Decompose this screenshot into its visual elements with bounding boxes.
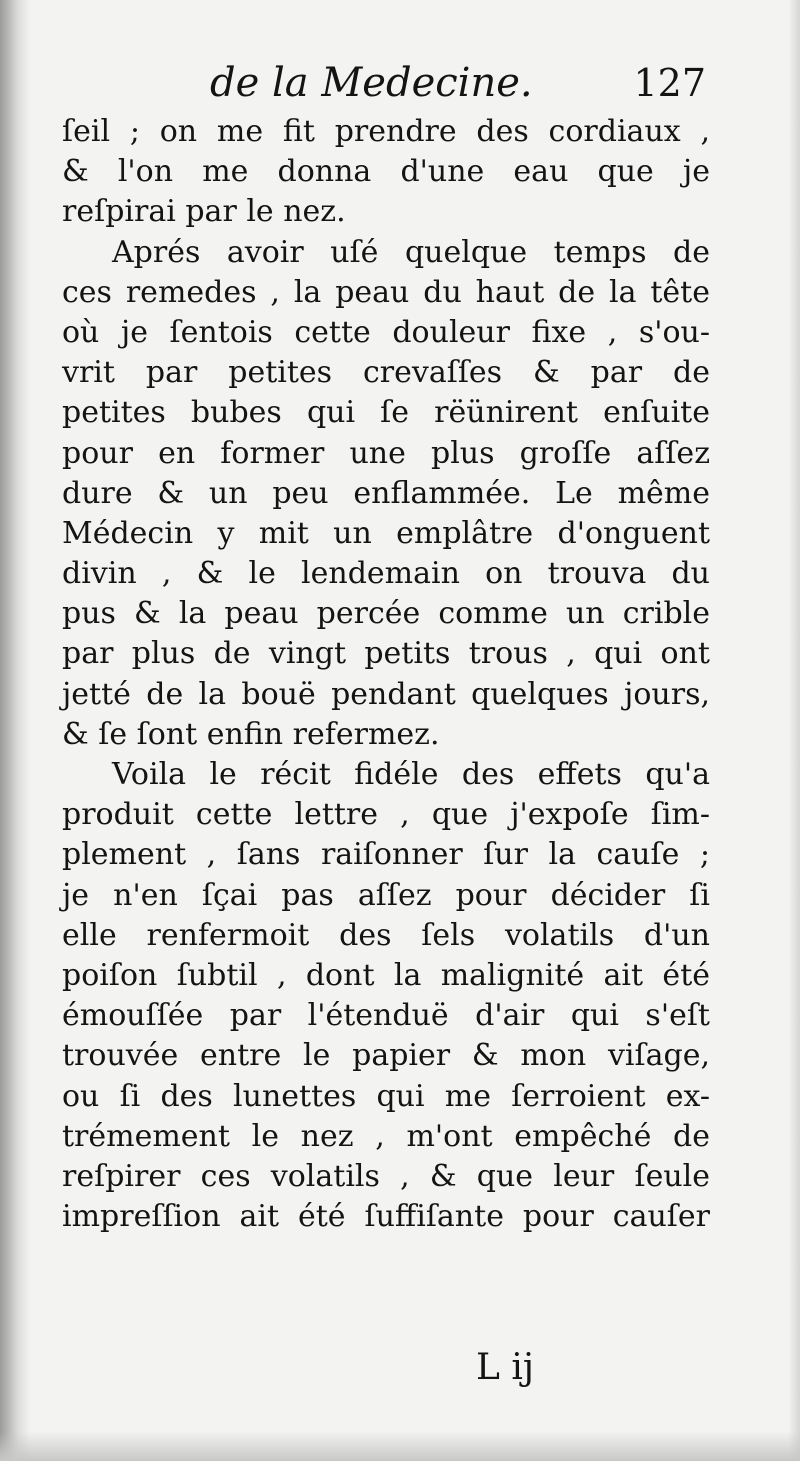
page-header: [62, 54, 712, 112]
text-line: Voila le récit fidéle des effets qu'a: [112, 757, 710, 792]
text-line: pus & la peau percée comme un crible: [62, 596, 710, 632]
text-line: elle renfermoit des ſels volatils d'un: [62, 917, 710, 953]
text-line: émouſſée par l'étenduë d'air qui s'eſt: [62, 998, 710, 1034]
text-line: & l'on me donna d'une eau que je: [62, 154, 710, 190]
text-line: où je ſentois cette douleur fixe , s'ou-: [62, 314, 710, 350]
text-line: poiſon ſubtil , dont la malignité ait été: [62, 957, 710, 993]
text-line: Aprés avoir uſé quelque temps de: [112, 234, 710, 270]
page-number: 127: [633, 61, 706, 105]
text-line: reſpirer ces volatils , & que leur ſeule: [62, 1158, 710, 1194]
text-line: reſpirai par le nez.: [62, 194, 346, 230]
text-line: ſeil ; on me fit prendre des cordiaux ,: [62, 114, 710, 149]
page-body: [62, 112, 710, 1237]
text-line: trémement le nez , m'ont empêché de: [62, 1118, 710, 1154]
text-line: pour en former une plus groſſe aſſez: [62, 435, 710, 471]
page-edge-shadow: [788, 0, 800, 1461]
text-line: vrit par petites crevaſſes & par de: [62, 355, 710, 391]
text-line: & ſe ſont enfin refermez.: [62, 716, 440, 752]
running-title: de la Medecine.: [210, 60, 533, 106]
text-line: trouvée entre le papier & mon viſage,: [62, 1038, 710, 1074]
text-line: produit cette lettre , que j'expoſe ſim-: [62, 797, 710, 833]
text-line: plement , ſans raiſonner ſur la cauſe ;: [62, 837, 710, 873]
text-line: impreſſion ait été ſuffiſante pour cauſer: [62, 1199, 710, 1235]
text-line: divin , & le lendemain on trouva du: [62, 556, 710, 592]
text-line: ces remedes , la peau du haut de la tête: [62, 274, 710, 310]
text-line: Médecin y mit un emplâtre d'onguent: [62, 515, 710, 551]
text-line: ou ſi des lunettes qui me ſerroient ex-: [62, 1078, 710, 1114]
page-bottom-shadow: [0, 1431, 800, 1461]
text-line: jetté de la bouë pendant quelques jours,: [62, 676, 710, 712]
signature-mark: L ij: [476, 1347, 535, 1388]
text-line: dure & un peu enflammée. Le même: [62, 475, 710, 511]
text-line: je n'en ſçai pas aſſez pour décider ſi: [62, 877, 710, 913]
text-line: par plus de vingt petits trous , qui ont: [62, 636, 710, 672]
text-line: petites bubes qui ſe rëünirent enſuite: [62, 395, 710, 431]
page-gutter-shadow: [0, 0, 30, 1461]
